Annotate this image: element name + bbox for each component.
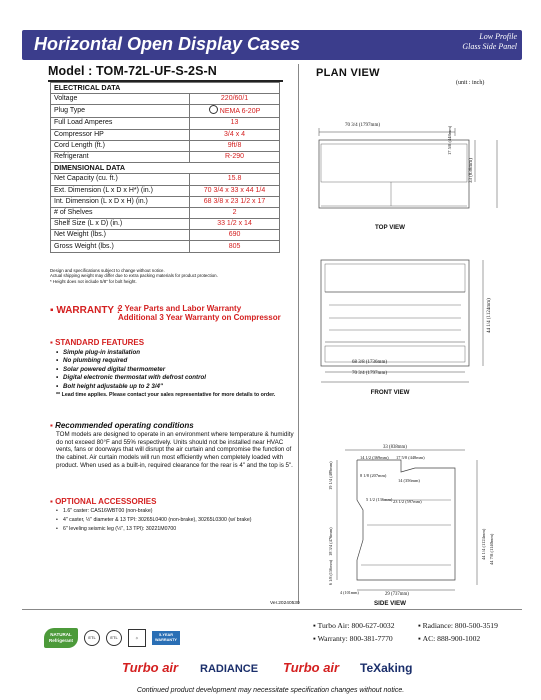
side-view-drawing [305, 440, 530, 600]
front-view-drawing [305, 250, 530, 390]
front-height-dim: 44 1/4 (1124mm) [487, 298, 492, 333]
side-dim-d: 14 (356mm) [398, 478, 420, 483]
footer-rule [22, 609, 522, 610]
row-label: # of Shelves [51, 207, 190, 218]
item-text: 6" leveling seismic leg (½", 13 TPI): 30221M0700 [63, 526, 177, 532]
row-value: 3/4 x 4 [190, 129, 280, 140]
row-label: Shelf Size (L x D) (in.) [51, 219, 190, 230]
side-dim-c: 8 1/8 (207mm) [360, 473, 387, 478]
plan-view-title: PLAN VIEW [316, 67, 380, 79]
brand-texaking: TeXaking [360, 661, 413, 675]
side-dim-h: 18 3/4 (476mm) [328, 527, 333, 556]
operating-text: TOM models are designed to operate in an environment where temperature & humidity do not exceed 80°F and 55% respectively. Units should not be installed near HVAC vents, fans or doorways that will disrupt the air curtain and compromise the function of the cabinet. Air curtain models will run most efficiently when completely loaded with product. When used as a built-in, required clearance for the rear is 4" and the top is 5". [56, 431, 294, 469]
subtitle-line2: Glass Side Panel [462, 42, 517, 51]
lead-time-note: ** Lead time applies. Please contact your sales representative for more details to order. [56, 392, 276, 399]
table-row [51, 196, 280, 207]
list-item: • No plumbing required [56, 357, 128, 365]
standard-features-heading [50, 338, 144, 347]
model-name: Model : TOM-72L-UF-S-2S-N [48, 64, 217, 78]
side-dim-a: 14 1/2 (369mm) [360, 455, 389, 460]
item-text: Simple plug-in installation [63, 349, 141, 356]
electrical-heading: ELECTRICAL DATA [51, 83, 280, 94]
list-item: • 1.6" caster: CAS16WBT00 (non-brake) [56, 508, 153, 514]
square-bullet-icon: ▪ [50, 305, 57, 316]
spec-table [50, 82, 280, 253]
row-label: Ext. Dimension (L x D x H*) (in.) [51, 185, 190, 196]
side-dim-b: 17 5/8 (448mm) [396, 455, 425, 460]
energy-icon: ☼ [128, 629, 146, 647]
row-label: Net Weight (lbs.) [51, 230, 190, 241]
operating-heading [50, 421, 194, 430]
five-year-warranty-icon: 5-YEAR WARRANTY [152, 631, 180, 645]
row-value: 220/60/1 [190, 94, 280, 105]
column-divider [298, 64, 299, 604]
contact-ac: ▪ AC: 888-900-1002 [418, 634, 481, 643]
plug-value: NEMA 6-20P [219, 108, 261, 116]
row-value: 805 [190, 241, 280, 252]
row-label: Int. Dimension (L x D x H) (in.) [51, 196, 190, 207]
row-value: 13 [190, 118, 280, 129]
note-line: Actual shipping weight may differ due to extra packing materials for product protection. [50, 273, 218, 279]
table-row [51, 129, 280, 140]
row-label: Refrigerant [51, 151, 190, 162]
side-height2-dim: 44 7/8 (1140mm) [489, 533, 494, 565]
list-item: • Bolt height adjustable up to 2 3/4" [56, 382, 163, 390]
side-dim-e: 5 1/2 (136mm) [366, 497, 393, 502]
contact-warranty: ▪ Warranty: 800-381-7770 [313, 634, 393, 643]
row-value: 9ft/8 [190, 140, 280, 151]
side-dim-j: 4 (101mm) [340, 590, 359, 595]
side-depth-dim: 33 (838mm) [383, 445, 407, 450]
item-text: Bolt height adjustable up to 2 3/4" [63, 382, 163, 390]
note-line: * Height does not include 5/8" for bolt height. [50, 278, 137, 284]
version-label: Ver.20240530 [270, 601, 300, 606]
warranty-line: 2 Year Parts and Labor Warranty [118, 304, 242, 313]
certification-icons [44, 628, 180, 648]
warranty-label-text: WARRANTY : [56, 305, 121, 316]
heading-text: OPTIONAL ACCESSORIES [55, 497, 157, 506]
row-label: Voltage [51, 94, 190, 105]
row-value: 68 3/8 x 23 1/2 x 17 [190, 196, 280, 207]
row-label: Plug Type [51, 105, 190, 118]
top-view-drawing [305, 120, 530, 230]
square-bullet-icon: ▪ [50, 338, 56, 347]
note-line: Design and specifications subject to change without notice. [50, 268, 165, 273]
spec-notes [50, 268, 280, 284]
list-item: • Digital electronic thermostat with defrost control [56, 374, 207, 382]
top-depth-dim: 33 (838mm) [469, 158, 474, 183]
contact-radiance: ▪ Radiance: 800-500-3519 [418, 621, 498, 630]
row-label: Cord Length (ft.) [51, 140, 190, 151]
table-row [51, 105, 280, 118]
table-row [51, 94, 280, 105]
row-value: 690 [190, 230, 280, 241]
contact-text: Radiance: 800-500-3519 [422, 621, 498, 630]
top-view-label: TOP VIEW [374, 224, 406, 231]
standard-features-list [56, 349, 275, 399]
side-dim-f: 23 1/2 (597mm) [393, 499, 422, 504]
top-depth-inner-dim: 17 5/8 (448mm) [447, 125, 452, 155]
row-label: Full Load Amperes [51, 118, 190, 129]
contact-turbo-air: ▪ Turbo Air: 800-627-0032 [313, 621, 395, 630]
side-dim-g: 19 1/4 (489mm) [328, 461, 333, 490]
table-row [51, 207, 280, 218]
brand-turbo-air: Turbo air [122, 660, 179, 675]
row-value: R-290 [190, 151, 280, 162]
row-label: Compressor HP [51, 129, 190, 140]
item-text: No plumbing required [63, 357, 128, 365]
table-row [51, 174, 280, 185]
item-text: 4" caster, ½" diameter & 13 TPI: 30265L0400 (non-brake), 30265L0300 (w/ brake) [63, 517, 252, 523]
warranty-text [118, 304, 281, 322]
table-row [51, 151, 280, 162]
item-text: 1.6" caster: CAS16WBT00 (non-brake) [63, 508, 153, 514]
list-item: • Simple plug-in installation [56, 349, 141, 356]
contact-text: AC: 888-900-1002 [422, 634, 481, 643]
etl-icon: ETL [84, 630, 100, 646]
row-value: 33 1/2 x 14 [190, 219, 280, 230]
square-bullet-icon: ▪ [50, 497, 56, 506]
table-row [51, 118, 280, 129]
warranty-label [50, 305, 120, 316]
front-width-dim: 70 3/4 (1797mm) [352, 371, 387, 376]
accessories-heading [50, 497, 156, 506]
contact-text: Warranty: 800-381-7770 [317, 634, 393, 643]
table-row [51, 230, 280, 241]
subtitle-line1: Low Profile [479, 32, 517, 41]
side-dim-i: 6 1/8 (156mm) [328, 559, 333, 585]
square-bullet-icon: ▪ [50, 421, 56, 430]
row-label: Net Capacity (cu. ft.) [51, 174, 190, 185]
contact-text: Turbo Air: 800-627-0032 [317, 621, 395, 630]
footer-footnote: Continued product development may necessitate specification changes without notice. [136, 687, 405, 694]
table-row [51, 140, 280, 151]
etl-sanitation-icon: ETL [106, 630, 122, 646]
header-subtitle [462, 32, 517, 52]
dimensional-heading: DIMENSIONAL DATA [51, 163, 280, 174]
brand-turbo-air-2: Turbo air [283, 660, 340, 675]
list-item: • Solar powered digital thermometer [56, 365, 166, 373]
front-inner-width-dim: 68 3/8 (1736mm) [352, 360, 387, 365]
row-value: 2 [190, 207, 280, 218]
item-text: Digital electronic thermostat with defrost control [63, 374, 207, 382]
top-width-dim: 70 3/4 (1797mm) [345, 123, 380, 128]
side-height-dim: 44 1/4 (1124mm) [481, 528, 486, 560]
heading-text: STANDARD FEATURES [55, 338, 145, 347]
table-row [51, 185, 280, 196]
row-value: 15.8 [190, 174, 280, 185]
warranty-line: Additional 3 Year Warranty on Compressor [118, 313, 281, 322]
row-value [190, 105, 280, 118]
table-row [51, 219, 280, 230]
plug-icon [209, 105, 218, 114]
unit-note: (unit : inch) [456, 80, 485, 86]
front-view-label: FRONT VIEW [370, 389, 410, 396]
heading-text: Recommended operating conditions [55, 421, 194, 430]
row-label: Gross Weight (lbs.) [51, 241, 190, 252]
side-dim-k: 29 (737mm) [385, 592, 409, 597]
table-row [51, 241, 280, 252]
side-view-label: SIDE VIEW [374, 600, 406, 607]
list-item: • 4" caster, ½" diameter & 13 TPI: 30265L0400 (non-brake), 30265L0300 (w/ brake) [56, 517, 252, 523]
page-title: Horizontal Open Display Cases [34, 34, 301, 54]
item-text: Solar powered digital thermometer [63, 365, 166, 373]
list-item: • 6" leveling seismic leg (½", 13 TPI): 30221M0700 [56, 526, 177, 532]
brand-radiance: RADIANCE [200, 663, 259, 675]
accessories-list [56, 507, 251, 534]
row-value: 70 3/4 x 33 x 44 1/4 [190, 185, 280, 196]
natural-refrigerant-icon: NATURAL Refrigerant [44, 628, 78, 648]
